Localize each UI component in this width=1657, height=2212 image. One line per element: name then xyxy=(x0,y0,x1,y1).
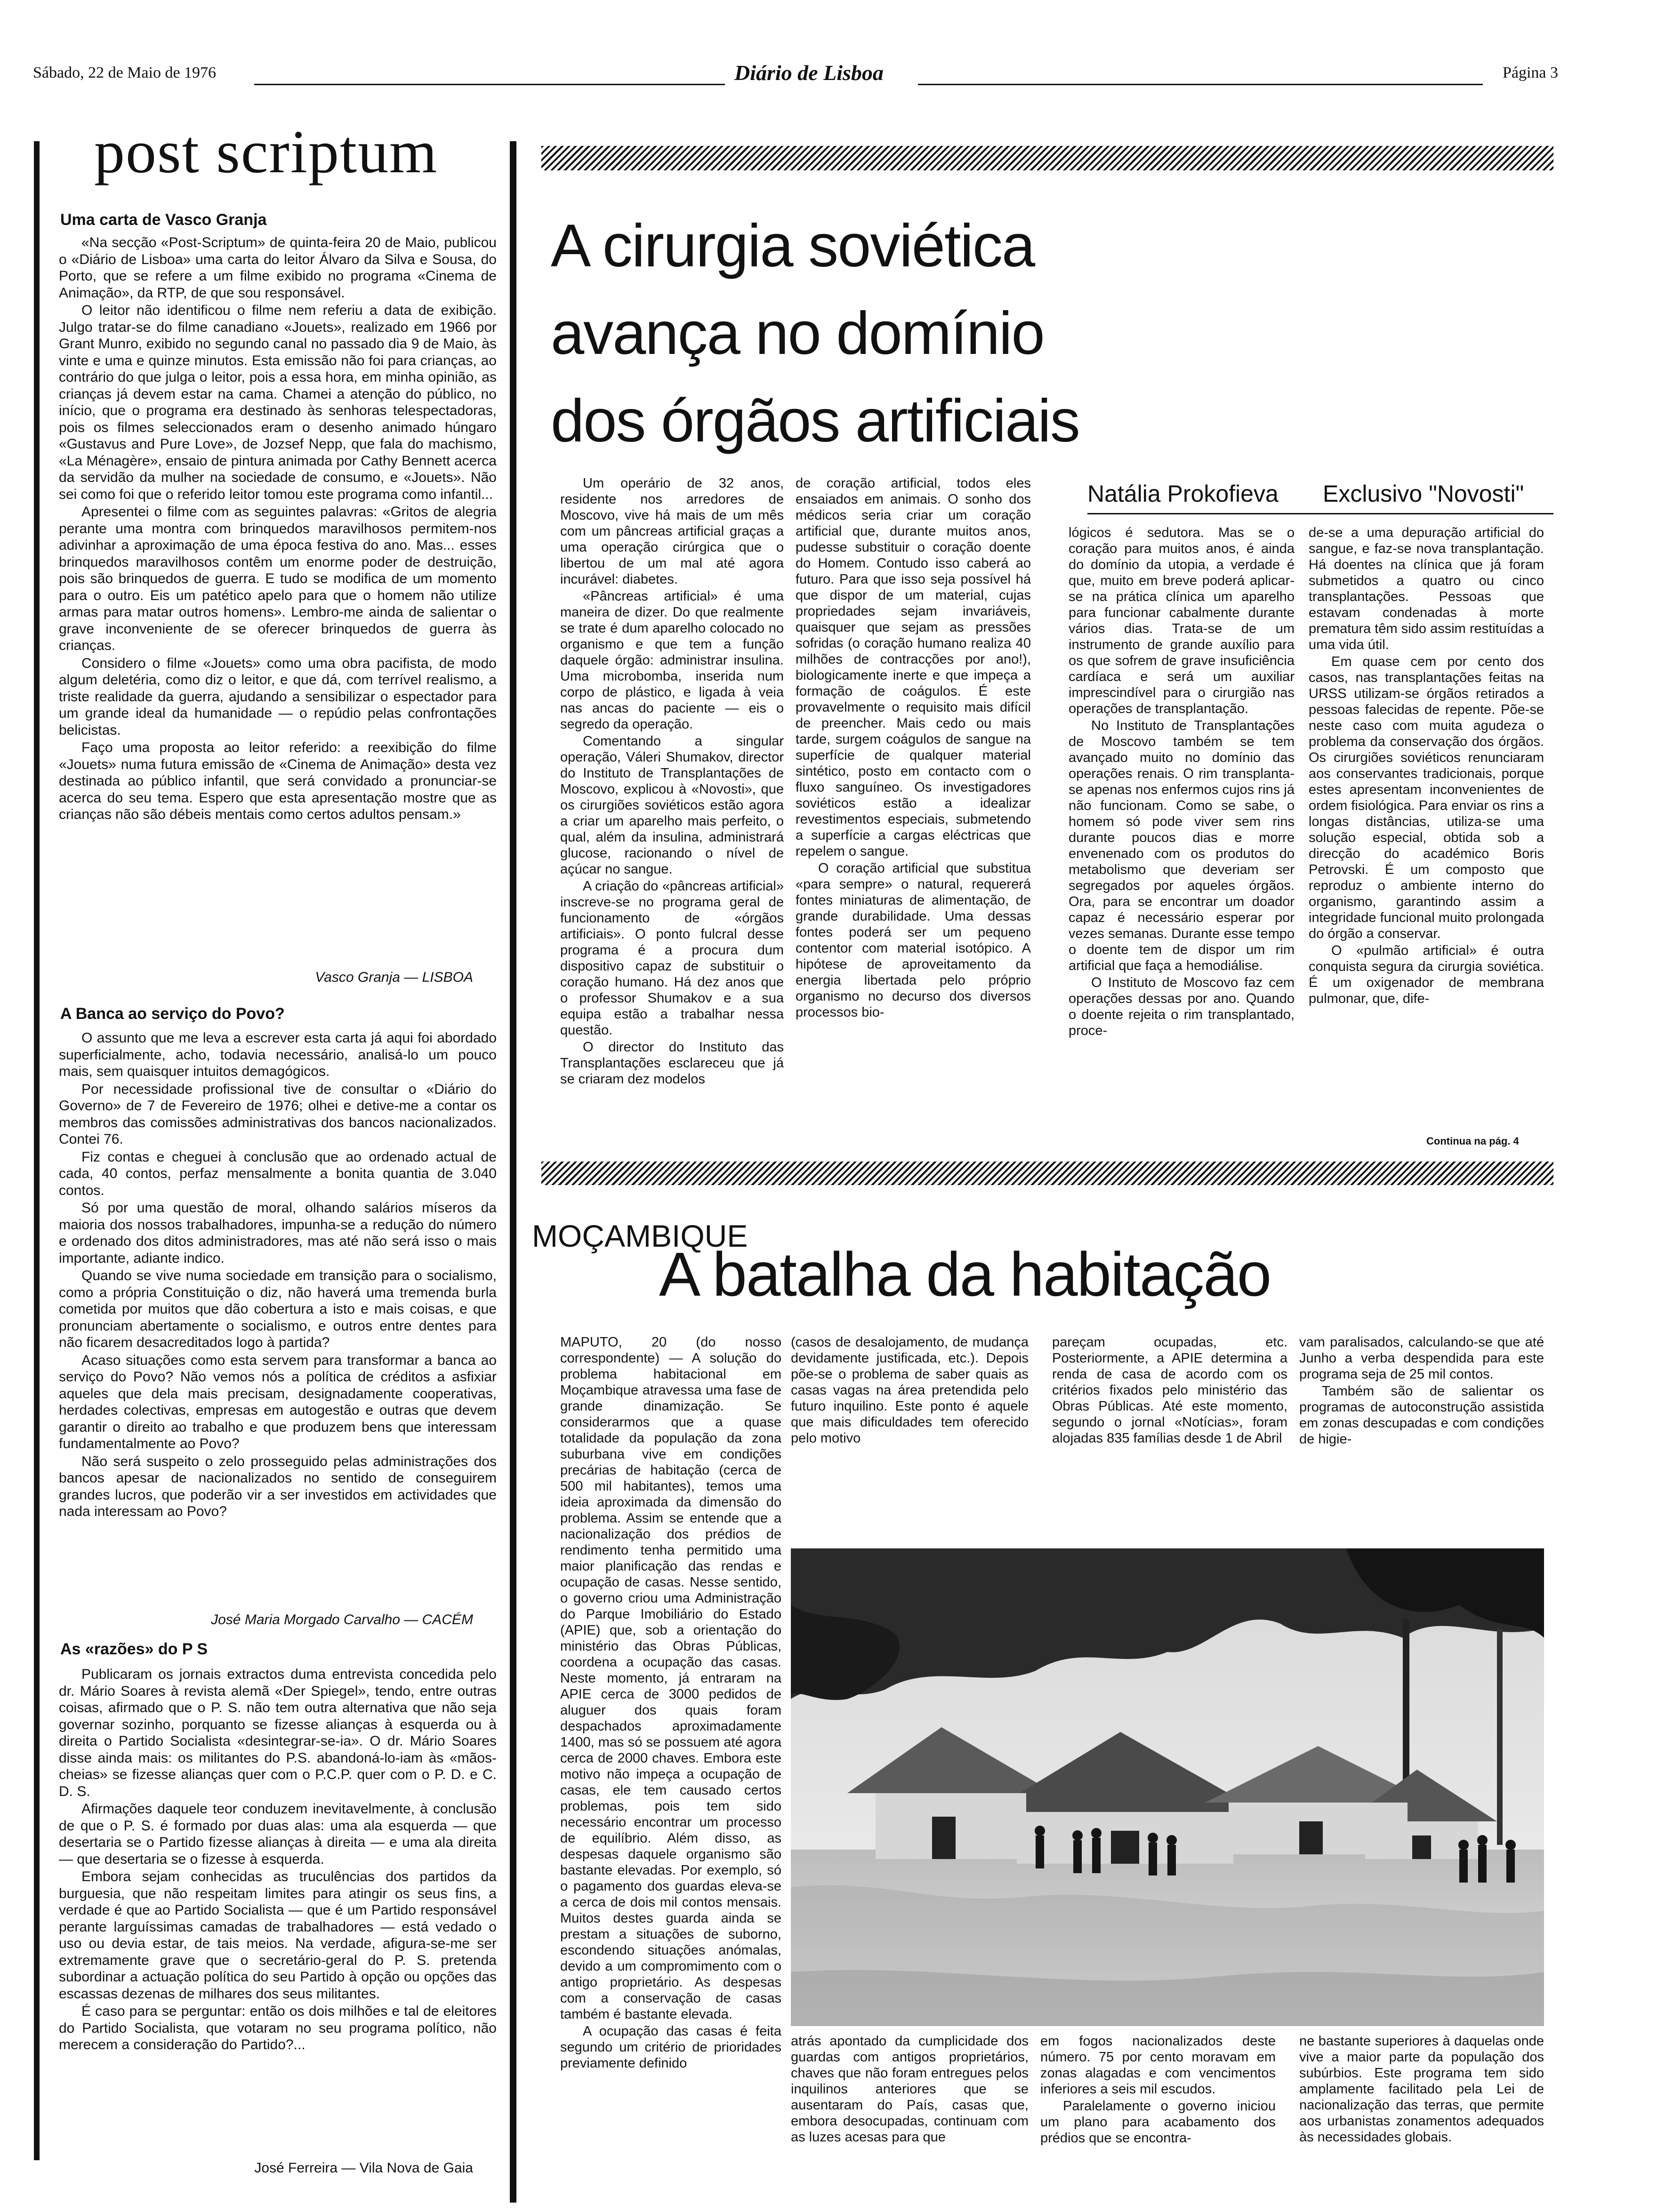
article2-bottom-col2 xyxy=(1040,2033,1276,2203)
post-scriptum-title: post scriptum xyxy=(94,118,438,186)
paragraph: Também são de salientar os programas de autoconstrução assistida em zonas descupadas e com condições de higie- xyxy=(1299,1384,1544,1447)
paragraph: lógicos é sedutora. Mas se o coração para muitos anos, é ainda do domínio da utopia, a verdade é que, muito em breve poderá aplicar-se na prática clínica um aparelho para funcionar cabalmente durante vários dias. Trata-se de um instrumento de grande auxílio para os que sofrem de grave insuficiência cardíaca e será um auxiliar imprescindível para o cirurgião nas operações de transplantação. xyxy=(1069,525,1295,716)
article1-col2 xyxy=(796,475,1031,1155)
article2-kicker: MOÇAMBIQUE xyxy=(532,1218,748,1253)
paragraph: O assunto que me leva a escrever esta carta já aqui foi abordado superficialmente, acho, todavia necessário, analisá-lo um pouco mais, sem quaisquer intuitos demagógicos. xyxy=(59,1030,497,1079)
article1-col4 xyxy=(1309,525,1544,1132)
letter-body xyxy=(59,1030,497,1606)
paragraph: de coração artificial, todos eles ensaiados em animais. O sonho dos médicos seria criar um coração artificial que, durante muitos anos, pudesse substituir o coração doente do Homem. Contudo isso caberá ao futuro. Para que isso seja possível há que dispor de um material, cujas propriedades sejam invariáveis, quaisquer que sejam as pressões sofridas (o coração humano realiza 40 milhões de contracções por ano!), biologicamente inerte e que impeça a formação de coágulos. É este provavelmente o requisito mais difícil de preencher. Mais cedo ou mais tarde, surgem coágulos de sangue na superfície de qualquer material sintético, posto em contacto com o fluxo sanguíneo. Os investigadores soviéticos estão a idealizar revestimentos especiais, submetendo a superfície a cargas eléctricas que repelem o sangue. xyxy=(796,476,1031,859)
paragraph: O Instituto de Moscovo faz cem operações dessas por ano. Quando o doente rejeita o rim transplantado, proce- xyxy=(1069,975,1295,1038)
article2-col3 xyxy=(1052,1334,1287,1446)
paragraph: Comentando a singular operação, Váleri Shumakov, director do Instituto de Transplantações de Moscovo, explicou à «Novosti», que os cirurgiões soviéticos estão agora a criar um aparelho mais perfeito, o qual, além da insulina, administrará glucose, racionando o nível de açúcar no sangue. xyxy=(560,734,784,877)
paragraph: A ocupação das casas é feita segundo um critério de prioridades previamente definido xyxy=(560,2024,781,2071)
paragraph: Afirmações daquele teor conduzem inevitavelmente, à conclusão de que o P. S. é formado por duas alas: uma ala esquerda — que desertaria se o Partido fizesse alianças à direita — e uma ala direita — que desertaria se o fizesse à esquerda. xyxy=(59,1801,497,1867)
article2-headline: A batalha da habitação xyxy=(659,1240,1271,1309)
paragraph: «Na secção «Post-Scriptum» de quinta-feira 20 de Maio, publicou o «Diário de Lisboa» uma carta do leitor Álvaro da Silva e Sousa, do Porto, que se refere a um filme exibido no programa «Cinema de Animação», da RTP, de que sou responsável. xyxy=(59,235,497,301)
paragraph: ne bastante superiores à daquelas onde vive a maior parte da população dos subúrbios. Este programa tem sido amplamente facilitado pela Lei de nacionalização das terras, que permite aos urbanistas zonamentos adequados às necessidades globais. xyxy=(1299,2034,1544,2145)
article2-col1 xyxy=(560,1334,781,2203)
village-photo xyxy=(791,1548,1544,2026)
village-photo-image xyxy=(791,1548,1544,2026)
article2-col2 xyxy=(791,1334,1029,1446)
paragraph: (casos de desalojamento, de mudança devidamente justificada, etc.). Depois põe-se o problema de saber quais as casas vagas na área pretendida pelo futuro inquilino. Este ponto é aquele que mais dificuldades tem oferecido pelo motivo xyxy=(791,1335,1029,1446)
hatch-band-middle xyxy=(541,1162,1553,1185)
masthead-rule-right xyxy=(918,84,1483,85)
letter-body xyxy=(59,234,497,962)
paragraph: A criação do «pâncreas artificial» inscreve-se no programa geral de funcionamento de «órgãos artificiais». O ponto fulcral desse programa é a procura dum dispositivo capaz de substituir o coração humano. Há dez anos que o professor Shumakov e a sua equipa estão a trabalhar nessa questão. xyxy=(560,879,784,1038)
article2-col4 xyxy=(1299,1334,1544,1447)
newspaper-name: Diário de Lisboa xyxy=(734,61,884,85)
paragraph: Publicaram os jornais extractos duma entrevista concedida pelo dr. Mário Soares à revista alemã «Der Spiegel», tendo, entre outras coisas, afirmado que o P. S. não tem outra alternativa que não seja governar sozinho, porquanto se fizesse alianças à esquerda ou à direita o Partido Socialista «desintegrar-se-ia». O dr. Mário Soares disse ainda mais: os militantes do P.S. abandoná-lo-iam às «mãos-cheias» se fizesse alianças quer com o P.C.P. quer com o P. D. e C. D. S. xyxy=(59,1667,497,1799)
letter-body xyxy=(59,1666,497,2156)
paragraph: Só por uma questão de moral, olhando salários míseros da maioria dos nossos trabalhadores, impunha-se a redução do número e ordenado dos ditos administradores, mas até não será isso o mais importante, adiante indico. xyxy=(59,1200,497,1266)
article2-bottom-col3 xyxy=(1299,2033,1544,2203)
page-number: Página 3 xyxy=(1502,64,1558,81)
paragraph: No Instituto de Transplantações de Moscovo também se tem avançado muito no domínio das operações renais. O rim transplanta-se apenas nos enfermos cujos rins já não funcionam. Como se sabe, o homem só pode viver sem rins durante poucos dias e morre envenenado com os produtos do metabolismo que deveriam ser segregados por aqueles órgãos. Ora, para se encontrar um doador capaz é necessário esperar por vezes semanas. Durante esse tempo o doente tem de dispor um rim artificial que faça a hemodiálise. xyxy=(1069,718,1295,973)
paragraph: Considero o filme «Jouets» como uma obra pacifista, de modo algum deletéria, como diz o leitor, e que dá, com terrível realismo, a triste realidade da guerra, ajudando a sensibilizar o espectador para um grande ideal da humanidade — o repúdio pelas confrontações belicistas. xyxy=(59,655,497,738)
paragraph: Em quase cem por cento dos casos, nas transplantações feitas na URSS utilizam-se órgãos retirados a pessoas falecidas de repente. Põe-se neste caso com muita agudeza o problema da conservação dos órgãos. Os cirurgiões soviéticos renunciaram aos conservantes tradicionais, porque estes apresentam inconvenientes de ordem fisiológica. Para enviar os rins a longas distâncias, utiliza-se uma solução especial, obtida sob a direcção do académico Boris Petrovski. É um composto que reproduz o ambiente interno do organismo, garantindo assim a integridade funcional muito prolongada do órgão a conservar. xyxy=(1309,654,1544,941)
letter-signature: José Maria Morgado Carvalho — CACÉM xyxy=(211,1612,473,1627)
paragraph: pareçam ocupadas, etc. Posteriormente, a APIE determina a renda de casa de acordo com os critérios fixados pelo ministério das Obras Públicas. Até este momento, segundo o jornal «Notícias», foram alojadas 835 famílias desde 1 de Abril xyxy=(1052,1335,1287,1446)
paragraph: O «pulmão artificial» é outra conquista segura da cirurgia soviética. É um oxigenador de membrana pulmonar, que, dife- xyxy=(1309,943,1544,1006)
paragraph: Faço uma proposta ao leitor referido: a reexibição do filme «Jouets» numa futura emissão de «Cinema de Animação» desta vez destinada ao público infantil, que será convidado a pronunciar-se acerca do seu tema. Espero que esta apresentação mostre que as crianças não são débeis mentais como certos adultos pensam.» xyxy=(59,740,497,822)
article1-headline xyxy=(551,202,1079,465)
paragraph: O director do Instituto das Transplantações esclareceu que já se criaram dez modelos xyxy=(560,1040,784,1087)
issue-date: Sábado, 22 de Maio de 1976 xyxy=(33,64,217,81)
paragraph: Paralelamente o governo iniciou um plano para acabamento dos prédios que se encontra- xyxy=(1040,2099,1276,2146)
article2-bottom-col1 xyxy=(791,2033,1029,2203)
paragraph: em fogos nacionalizados deste número. 75 por cento moravam em zonas alagadas e com vencimentos inferiores a seis mil escudos. xyxy=(1040,2034,1276,2097)
paragraph: É caso para se perguntar: então os dois milhões e tal de eleitores do Partido Socialista, que votaram no seu programa político, não merecem a consideração do Partido?... xyxy=(59,2004,497,2052)
author-name: Natália Prokofieva xyxy=(1087,481,1279,507)
paragraph: Um operário de 32 anos, residente nos arredores de Moscovo, vive há mais de um mês com um pâncreas artificial graças a uma operação cirúrgica que o libertou de um mal até agora incurável: diabetes. xyxy=(560,476,784,587)
letter-heading: A Banca ao serviço do Povo? xyxy=(60,1005,285,1023)
paragraph: atrás apontado da cumplicidade dos guardas com antigos proprietários, chaves que não foram entregues pelos inquilinos anteriores que se ausentaram do País, casas que, embora desocupadas, continuam com as luzes acesas para que xyxy=(791,2034,1029,2145)
letter-heading: As «razões» do P S xyxy=(60,1640,208,1658)
post-scriptum-left-bar xyxy=(34,141,40,2160)
paragraph: MAPUTO, 20 (do nosso correspondente) — A solução do problema habitacional em Moçambique atravessa uma fase de grande dinamização. Se considerarmos que a quase totalidade da população da zona suburbana vive em condições precárias de habitação (cerca de 500 mil habitantes), temos uma ideia aproximada da dimensão do problema. Assim se entende que a nacionalização dos prédios de rendimento tenha permitido uma maior planificação das rendas e ocupação de casas. Nesse sentido, o governo criou uma Administração do Parque Imobiliário do Estado (APIE) que, sob a orientação do ministério das Obras Públicas, coordena a ocupação das casas. Neste momento, já entraram na APIE cerca de 3000 pedidos de aluguer dos quais foram despachados aproximadamente 1400, mas só se possuem até agora cerca de 2000 chaves. Embora este motivo não impeça a ocupação de casas, ele tem causado certos problemas, pois tem sido necessário encontrar um processo de equilíbrio. Além disso, as despesas daquele organismo são bastante elevadas. Por exemplo, só o pagamento dos guardas eleva-se a cerca de dois mil contos mensais. Muitos destes guarda ainda se prestam a situações de suborno, escondendo situações anómalas, devido a um compromimento com o antigo proprietário. As despesas com a conservação de casas também é bastante elevada. xyxy=(560,1335,781,2022)
paragraph: Apresentei o filme com as seguintes palavras: «Gritos de alegria perante uma montra com brinquedos maravilhosos permitem-nos adivinhar a aproximação de uma época festiva do ano. Mas... esses brinquedos maravilhosos contêm um enorme poder de destruição, pois são brinquedos de guerra. E tudo se modifica de um momento para o outro. Eis um patético apelo para que o homem não utilize armas para matar outros homens». Lembro-me ainda de salientar o grave inconveniente de se oferecer brinquedos de guerra às crianças. xyxy=(59,504,497,653)
paragraph: Fiz contas e cheguei à conclusão que ao ordenado actual de cada, 40 contos, perfaz mensalmente a bonita quantia de 3.040 contos. xyxy=(59,1149,497,1198)
paragraph: de-se a uma depuração artificial do sangue, e faz-se nova transplantação. Há doentes na clínica que já foram submetidos a quatro ou cinco transplantações. Pessoas que estavam condenadas à morte prematura têm sido assim restituídas a uma vida útil. xyxy=(1309,525,1544,652)
paragraph: Acaso situações como esta servem para transformar a banca ao serviço do Povo? Não vemos nós a política de créditos a asfixiar aqueles que dela mais precisam, designadamente cooperativas, herdades colectivas, empresas em autogestão e outras que devem garantir o direito ao trabalho e que produzem bens que interessam fundamentalmente ao Povo? xyxy=(59,1352,497,1451)
letter-signature: Vasco Granja — LISBOA xyxy=(315,970,473,985)
post-scriptum-right-divider xyxy=(510,141,516,2203)
letter-signature: José Ferreira — Vila Nova de Gaia xyxy=(254,2160,473,2176)
masthead xyxy=(33,60,1558,93)
article1-byline xyxy=(1087,480,1279,507)
byline-rule xyxy=(1087,513,1553,514)
headline-line: avança no domínio xyxy=(551,300,1044,367)
paragraph: O coração artificial que substitua «para sempre» o natural, requererá fontes miniaturas de alimentação, de grande durabilidade. Uma dessas fontes poderá ser um pequeno contentor com material isotópico. A hipótese de aproveitamento da energia libertada pelo próprio organismo no decurso dos diversos processos bio- xyxy=(796,861,1031,1020)
headline-line: A cirurgia soviética xyxy=(551,212,1035,280)
paragraph: «Pâncreas artificial» é uma maneira de dizer. Do que realmente se trate é dum aparelho colocado no organismo e que tem a função daquele órgão: administrar insulina. Uma microbomba, inserida num corpo de plástico, e ligada à veia nas ancas do paciente — eis o segredo da operação. xyxy=(560,589,784,732)
article1-source: Exclusivo "Novosti" xyxy=(1323,481,1524,507)
hatch-band-top xyxy=(541,146,1553,170)
continued-note: Continua na pág. 4 xyxy=(1426,1135,1519,1147)
paragraph: vam paralisados, calculando-se que até Junho a verba despendida para este programa seja de 25 mil contos. xyxy=(1299,1335,1544,1382)
letter-heading: Uma carta de Vasco Granja xyxy=(60,211,267,229)
paragraph: Por necessidade profissional tive de consultar o «Diário do Governo» de 7 de Fevereiro de 1976; olhei e detive-me a contar os membros das comissões administrativas dos bancos nacionalizados. Contei 76. xyxy=(59,1081,497,1147)
article1-col3 xyxy=(1069,525,1295,1155)
paragraph: Embora sejam conhecidas as truculências dos partidos da burguesia, que não respeitam limites para atingir os seus fins, a verdade é que ao Partido Socialista — que é um Partido responsável perante larguíssimas camadas de trabalhadores — está vedado o uso ou devia estar, de tais meios. Na verdade, afigura-se-me ser extremamente grave que o secretário-geral do P. S. pretenda subordinar a actuação política do seu Partido à opção ou opções das escassas dezenas de milhares dos seus militantes. xyxy=(59,1869,497,2002)
article1-col1 xyxy=(560,475,784,1155)
paragraph: Quando se vive numa sociedade em transição para o socialismo, como a própria Constituição o diz, não haverá uma tremenda burla cometida por muitos que dão cobertura a isto e mais coisas, e que pronunciam abertamente o socialismo, e outros entre dentes para não ficarem desacreditados logo à partida? xyxy=(59,1268,497,1350)
masthead-rule-left xyxy=(254,84,725,85)
paragraph: O leitor não identificou o filme nem referiu a data de exibição. Julgo tratar-se do filme canadiano «Jouets», realizado em 1966 por Grant Munro, exibido no segundo canal no passado dia 9 de Maio, às vinte e uma e quinze minutos. Esta emissão não foi para crianças, ao contrário do que julga o leitor, pois a essa hora, em minha opinião, as crianças já devem estar na cama. Chamei a atenção do público, no início, que o programa era destinado às senhoras telespectadoras, pois os filmes seleccionados eram o desenho animado húngaro «Gustavus and Pure Love», de Jozsef Nepp, que fala do machismo, «La Ménagère», ensaio de pintura animada por Cathy Bennett acerca da servidão da mulher na sociedade de consumo, e «Jouets». Não sei como foi que o referido leitor tomou este programa como infantil... xyxy=(59,303,497,502)
headline-line: dos órgãos artificiais xyxy=(551,387,1079,455)
paragraph: Não será suspeito o zelo prosseguido pelas administrações dos bancos apesar de nacionalizados no sentido de conseguirem grandes lucros, que poderão vir a ser investidos em actividades que nada interessam ao Povo? xyxy=(59,1453,497,1519)
